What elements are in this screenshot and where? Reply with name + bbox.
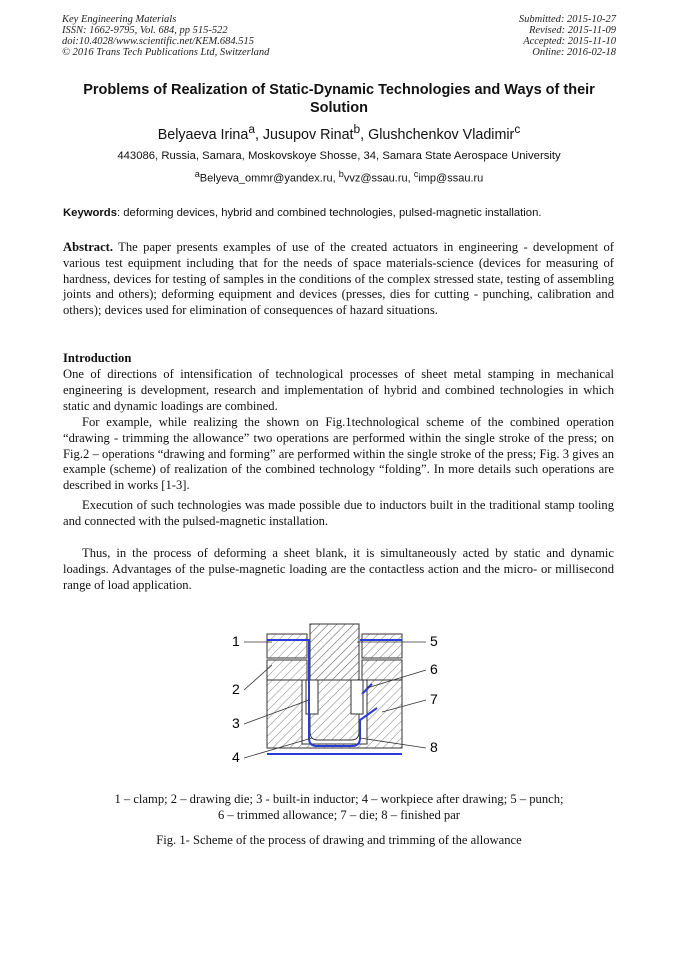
legend-line-1: 1 – clamp; 2 – drawing die; 3 - built-in inductor; 4 – workpiece after drawing; 5 – punch;	[114, 792, 564, 806]
emails: $^a$Belyeva_ommr@yandex.ru, $^b$vvz@ssau.ru, $^c$imp@ssau.ru	[194, 169, 484, 185]
accepted-date: Accepted: 2015-11-10	[523, 36, 616, 47]
intro-paragraph-3: Execution of such technologies was made possible due to inductors built in the traditional stamp tooling and connected with the pulsed-magnetic installation.	[63, 498, 614, 528]
journal-info	[62, 14, 269, 58]
separator: ,	[360, 126, 369, 143]
label-7: 7	[430, 691, 438, 707]
email-sup: c	[413, 169, 419, 179]
label-8: 8	[430, 739, 438, 755]
separator: ,	[254, 126, 263, 143]
legend-line-2: 6 – trimmed allowance; 7 – die; 8 – finished par	[217, 808, 461, 822]
copyright-line: © 2016 Trans Tech Publications Ltd, Switzerland	[62, 47, 270, 58]
author-name: Glushchenkov Vladimir	[368, 126, 515, 143]
clamp-left	[267, 634, 307, 658]
inductor-left	[306, 680, 318, 714]
label-5: 5	[430, 633, 438, 649]
abstract-label: Abstract.	[63, 240, 114, 254]
email-link[interactable]: vvz@ssau.ru	[343, 172, 408, 185]
figure-1-legend	[60, 791, 618, 823]
intro-paragraph-1: One of directions of intensification of technological processes of sheet metal stamping in mechanical engineering is development, research and implementation of hybrid and combined technologies in which static and dynamic loadings are combined.	[63, 367, 614, 413]
keywords-label: Keywords	[63, 207, 117, 219]
journal-name: Key Engineering Materials	[62, 14, 177, 25]
label-2: 2	[232, 681, 240, 697]
clamp-right	[362, 634, 402, 658]
author-name: Jusupov Rinat	[262, 126, 354, 143]
label-6: 6	[430, 661, 438, 677]
email-link[interactable]: imp@ssau.ru	[418, 172, 484, 185]
intro-paragraph-4: Thus, in the process of deforming a sheet blank, it is simultaneously acted by static and dynamic loadings. Advantages of the pulse-magnetic loading are the contactless action and the micro- or millisecond range of load application.	[63, 546, 614, 592]
email-sup: a	[194, 169, 200, 179]
paper-title: Problems of Realization of Static-Dynamic Technologies and Ways of their Solution	[83, 82, 595, 116]
author-name: Belyaeva Irina	[157, 126, 249, 143]
inductor-right	[351, 680, 363, 714]
authors	[60, 122, 618, 143]
label-4: 4	[232, 749, 240, 765]
intro-paragraph-2: For example, while realizing the shown on Fig.1technological scheme of the combined operation “drawing - trimming the allowance” two operations are performed within the single stroke of the press; on Fig.2 – operations “drawing and forming” are performed within the single stroke of the press; Fig. 3 gives an example (scheme) of realization of the combined technology “folding”. In more details such operations are described in works [1-3].	[63, 415, 614, 493]
author-sup: a	[248, 122, 255, 136]
figure-1-diagram	[222, 620, 457, 770]
author-sup: b	[353, 122, 361, 136]
keywords-text: : deforming devices, hybrid and combined technologies, pulsed-magnetic installation.	[117, 207, 542, 219]
author-sup: c	[514, 122, 521, 136]
label-1: 1	[232, 633, 240, 649]
figure-1	[222, 620, 457, 775]
figure-1-caption: Fig. 1- Scheme of the process of drawing and trimming of the allowance	[156, 833, 522, 847]
keywords	[63, 207, 542, 219]
doi-line: doi:10.4028/www.scientific.net/KEM.684.515	[62, 36, 254, 47]
submitted-date: Submitted: 2015-10-27	[518, 14, 616, 25]
drawing-die-right	[362, 660, 402, 680]
affiliation: 443086, Russia, Samara, Moskovskoye Shosse, 34, Samara State Aerospace University	[117, 150, 561, 162]
abstract	[63, 240, 614, 319]
label-3: 3	[232, 715, 240, 731]
email-link[interactable]: Belyeva_ommr@yandex.ru	[199, 172, 333, 185]
issn-line: ISSN: 1662-9795, Vol. 684, pp 515-522	[62, 25, 228, 36]
email-sup: b	[338, 169, 344, 179]
revised-date: Revised: 2015-11-09	[529, 25, 616, 36]
abstract-text: The paper presents examples of use of the created actuators in engineering - development of various test equipment including that for the needs of space materials-science (devices for measuring of hardness, devices for testing of samples in the conditions of the complex stressed state, testing of assembling joints and others); deforming equipment and devices (presses, dies for cutting - punching, calibration and others); devices used for elimination of consequences of hazard situations.	[63, 240, 614, 318]
dates-info	[519, 14, 616, 58]
introduction-heading: Introduction	[63, 351, 132, 365]
online-date: Online: 2016-02-18	[532, 47, 616, 58]
drawing-die-left	[267, 660, 307, 680]
